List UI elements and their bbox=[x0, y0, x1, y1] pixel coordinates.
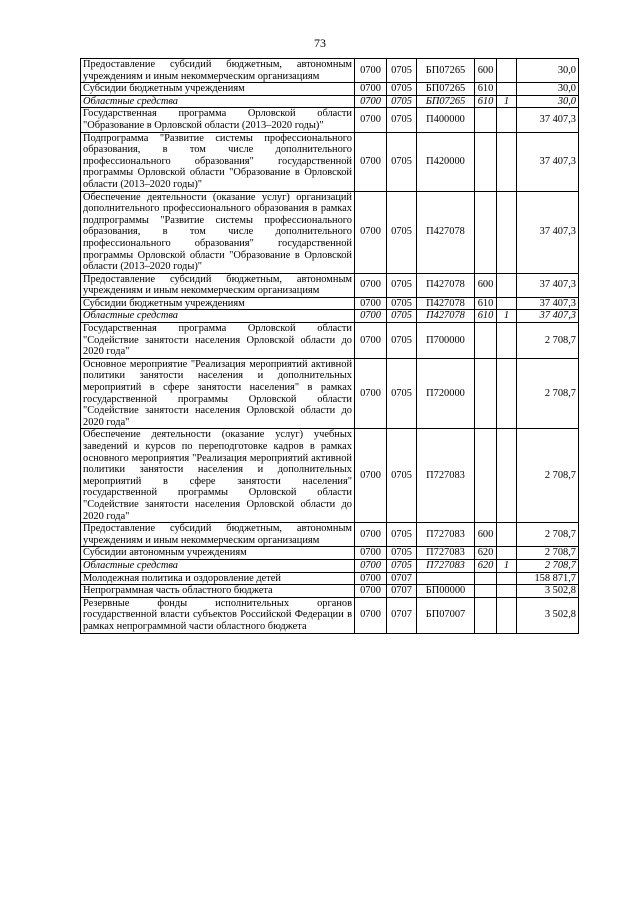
expense-type-code: 600 bbox=[475, 273, 497, 297]
table-row bbox=[81, 323, 579, 359]
target-article-code: П727083 bbox=[417, 523, 475, 547]
row-name: Резервные фонды исполнительных органов государственной власти субъектов Российской Федерации в рамках непрограммной части областного бюджета bbox=[81, 597, 355, 633]
funding-source-code: 1 bbox=[497, 310, 517, 323]
section-code: 0700 bbox=[355, 585, 387, 598]
funding-source-code bbox=[497, 429, 517, 523]
section-code: 0700 bbox=[355, 597, 387, 633]
section-code: 0700 bbox=[355, 108, 387, 132]
subsection-code: 0707 bbox=[387, 585, 417, 598]
amount: 37 407,3 bbox=[517, 310, 579, 323]
target-article-code: П427078 bbox=[417, 297, 475, 310]
expense-type-code bbox=[475, 585, 497, 598]
row-name: Предоставление субсидий бюджетным, автономным учреждениям и иным некоммерческим организациям bbox=[81, 59, 355, 83]
section-code: 0700 bbox=[355, 559, 387, 572]
subsection-code: 0705 bbox=[387, 429, 417, 523]
subsection-code: 0705 bbox=[387, 59, 417, 83]
row-name: Основное мероприятие "Реализация мероприятий активной политики занятости населения и дополнительных мероприятий в сфере занятости населения" в рамках государственной программы Орловской области "Содействие занятости населения Орловской области до 2020 года" bbox=[81, 358, 355, 429]
row-name: Государственная программа Орловской области "Содействие занятости населения Орловской области до 2020 года" bbox=[81, 323, 355, 359]
amount: 37 407,3 bbox=[517, 132, 579, 191]
row-name: Субсидии бюджетным учреждениям bbox=[81, 83, 355, 96]
section-code: 0700 bbox=[355, 323, 387, 359]
funding-source-code bbox=[497, 59, 517, 83]
expense-type-code: 610 bbox=[475, 310, 497, 323]
expense-type-code bbox=[475, 597, 497, 633]
table-row bbox=[81, 572, 579, 585]
subsection-code: 0705 bbox=[387, 191, 417, 273]
section-code: 0700 bbox=[355, 358, 387, 429]
expense-type-code: 610 bbox=[475, 95, 497, 108]
target-article-code: П427078 bbox=[417, 191, 475, 273]
funding-source-code bbox=[497, 547, 517, 560]
funding-source-code bbox=[497, 297, 517, 310]
expense-type-code bbox=[475, 191, 497, 273]
funding-source-code: 1 bbox=[497, 559, 517, 572]
row-name: Обеспечение деятельности (оказание услуг) учебных заведений и курсов по переподготовке кадров в рамках основного мероприятия "Реализация мероприятий активной политики занятости населения и дополнительных мероприятий в сфере занятости населения" государственной программы Орловской области "Содействие занятости населения Орловской области до 2020 года" bbox=[81, 429, 355, 523]
table-row bbox=[81, 273, 579, 297]
budget-table-body bbox=[81, 59, 579, 634]
subsection-code: 0705 bbox=[387, 310, 417, 323]
table-row bbox=[81, 297, 579, 310]
target-article-code: П427078 bbox=[417, 273, 475, 297]
funding-source-code bbox=[497, 585, 517, 598]
target-article-code bbox=[417, 572, 475, 585]
row-name: Областные средства bbox=[81, 559, 355, 572]
target-article-code: БП07265 bbox=[417, 83, 475, 96]
subsection-code: 0705 bbox=[387, 108, 417, 132]
table-row bbox=[81, 108, 579, 132]
table-row bbox=[81, 523, 579, 547]
expense-type-code bbox=[475, 323, 497, 359]
section-code: 0700 bbox=[355, 310, 387, 323]
funding-source-code bbox=[497, 191, 517, 273]
funding-source-code bbox=[497, 597, 517, 633]
amount: 2 708,7 bbox=[517, 559, 579, 572]
expense-type-code: 620 bbox=[475, 559, 497, 572]
row-name: Предоставление субсидий бюджетным, автономным учреждениям и иным некоммерческим организациям bbox=[81, 523, 355, 547]
expense-type-code: 600 bbox=[475, 523, 497, 547]
expense-type-code bbox=[475, 358, 497, 429]
subsection-code: 0707 bbox=[387, 597, 417, 633]
funding-source-code bbox=[497, 572, 517, 585]
amount: 158 871,7 bbox=[517, 572, 579, 585]
target-article-code: П720000 bbox=[417, 358, 475, 429]
funding-source-code bbox=[497, 132, 517, 191]
table-row bbox=[81, 358, 579, 429]
expense-type-code: 600 bbox=[475, 59, 497, 83]
funding-source-code bbox=[497, 83, 517, 96]
table-row bbox=[81, 547, 579, 560]
row-name: Областные средства bbox=[81, 310, 355, 323]
amount: 2 708,7 bbox=[517, 323, 579, 359]
table-row bbox=[81, 83, 579, 96]
expense-type-code: 610 bbox=[475, 297, 497, 310]
subsection-code: 0707 bbox=[387, 572, 417, 585]
table-row bbox=[81, 310, 579, 323]
section-code: 0700 bbox=[355, 523, 387, 547]
table-row bbox=[81, 132, 579, 191]
amount: 2 708,7 bbox=[517, 547, 579, 560]
target-article-code: БП07265 bbox=[417, 59, 475, 83]
funding-source-code bbox=[497, 273, 517, 297]
row-name: Государственная программа Орловской области "Образование в Орловской области (2013–2020 годы)" bbox=[81, 108, 355, 132]
budget-table bbox=[80, 58, 579, 634]
amount: 37 407,3 bbox=[517, 191, 579, 273]
subsection-code: 0705 bbox=[387, 559, 417, 572]
amount: 37 407,3 bbox=[517, 108, 579, 132]
expense-type-code bbox=[475, 108, 497, 132]
section-code: 0700 bbox=[355, 572, 387, 585]
table-row bbox=[81, 597, 579, 633]
section-code: 0700 bbox=[355, 132, 387, 191]
row-name: Субсидии автономным учреждениям bbox=[81, 547, 355, 560]
expense-type-code: 620 bbox=[475, 547, 497, 560]
table-row bbox=[81, 59, 579, 83]
section-code: 0700 bbox=[355, 191, 387, 273]
target-article-code: П727083 bbox=[417, 559, 475, 572]
section-code: 0700 bbox=[355, 429, 387, 523]
section-code: 0700 bbox=[355, 547, 387, 560]
table-row bbox=[81, 585, 579, 598]
amount: 3 502,8 bbox=[517, 597, 579, 633]
row-name: Молодежная политика и оздоровление детей bbox=[81, 572, 355, 585]
funding-source-code bbox=[497, 108, 517, 132]
target-article-code: П727083 bbox=[417, 429, 475, 523]
row-name: Субсидии бюджетным учреждениям bbox=[81, 297, 355, 310]
target-article-code: П727083 bbox=[417, 547, 475, 560]
expense-type-code: 610 bbox=[475, 83, 497, 96]
amount: 30,0 bbox=[517, 95, 579, 108]
table-row bbox=[81, 429, 579, 523]
subsection-code: 0705 bbox=[387, 95, 417, 108]
section-code: 0700 bbox=[355, 95, 387, 108]
expense-type-code bbox=[475, 132, 497, 191]
amount: 30,0 bbox=[517, 83, 579, 96]
subsection-code: 0705 bbox=[387, 83, 417, 96]
row-name: Предоставление субсидий бюджетным, автономным учреждениям и иным некоммерческим организациям bbox=[81, 273, 355, 297]
amount: 2 708,7 bbox=[517, 523, 579, 547]
amount: 3 502,8 bbox=[517, 585, 579, 598]
amount: 37 407,3 bbox=[517, 297, 579, 310]
target-article-code: П420000 bbox=[417, 132, 475, 191]
amount: 2 708,7 bbox=[517, 429, 579, 523]
amount: 37 407,3 bbox=[517, 273, 579, 297]
section-code: 0700 bbox=[355, 273, 387, 297]
funding-source-code bbox=[497, 323, 517, 359]
row-name: Подпрограмма "Развитие системы профессионального образования, в том числе дополнительного профессионального образования" государственной программы Орловской области "Образование в Орловской области (2013–2020 годы)" bbox=[81, 132, 355, 191]
target-article-code: П400000 bbox=[417, 108, 475, 132]
subsection-code: 0705 bbox=[387, 323, 417, 359]
expense-type-code bbox=[475, 429, 497, 523]
target-article-code: БП07007 bbox=[417, 597, 475, 633]
target-article-code: П700000 bbox=[417, 323, 475, 359]
row-name: Непрограммная часть областного бюджета bbox=[81, 585, 355, 598]
expense-type-code bbox=[475, 572, 497, 585]
table-row bbox=[81, 191, 579, 273]
subsection-code: 0705 bbox=[387, 132, 417, 191]
funding-source-code: 1 bbox=[497, 95, 517, 108]
funding-source-code bbox=[497, 523, 517, 547]
row-name: Областные средства bbox=[81, 95, 355, 108]
subsection-code: 0705 bbox=[387, 523, 417, 547]
funding-source-code bbox=[497, 358, 517, 429]
target-article-code: БП00000 bbox=[417, 585, 475, 598]
section-code: 0700 bbox=[355, 297, 387, 310]
row-name: Обеспечение деятельности (оказание услуг) организаций дополнительного профессионального образования в рамках подпрограммы "Развитие системы профессионального образования, в том числе дополнительного профессионального образования" государственной программы Орловской области "Образование в Орловской области (2013–2020 годы)" bbox=[81, 191, 355, 273]
subsection-code: 0705 bbox=[387, 273, 417, 297]
subsection-code: 0705 bbox=[387, 547, 417, 560]
target-article-code: П427078 bbox=[417, 310, 475, 323]
amount: 30,0 bbox=[517, 59, 579, 83]
table-row bbox=[81, 95, 579, 108]
target-article-code: БП07265 bbox=[417, 95, 475, 108]
subsection-code: 0705 bbox=[387, 297, 417, 310]
subsection-code: 0705 bbox=[387, 358, 417, 429]
section-code: 0700 bbox=[355, 59, 387, 83]
section-code: 0700 bbox=[355, 83, 387, 96]
amount: 2 708,7 bbox=[517, 358, 579, 429]
table-row bbox=[81, 559, 579, 572]
page-number: 73 bbox=[314, 36, 326, 50]
